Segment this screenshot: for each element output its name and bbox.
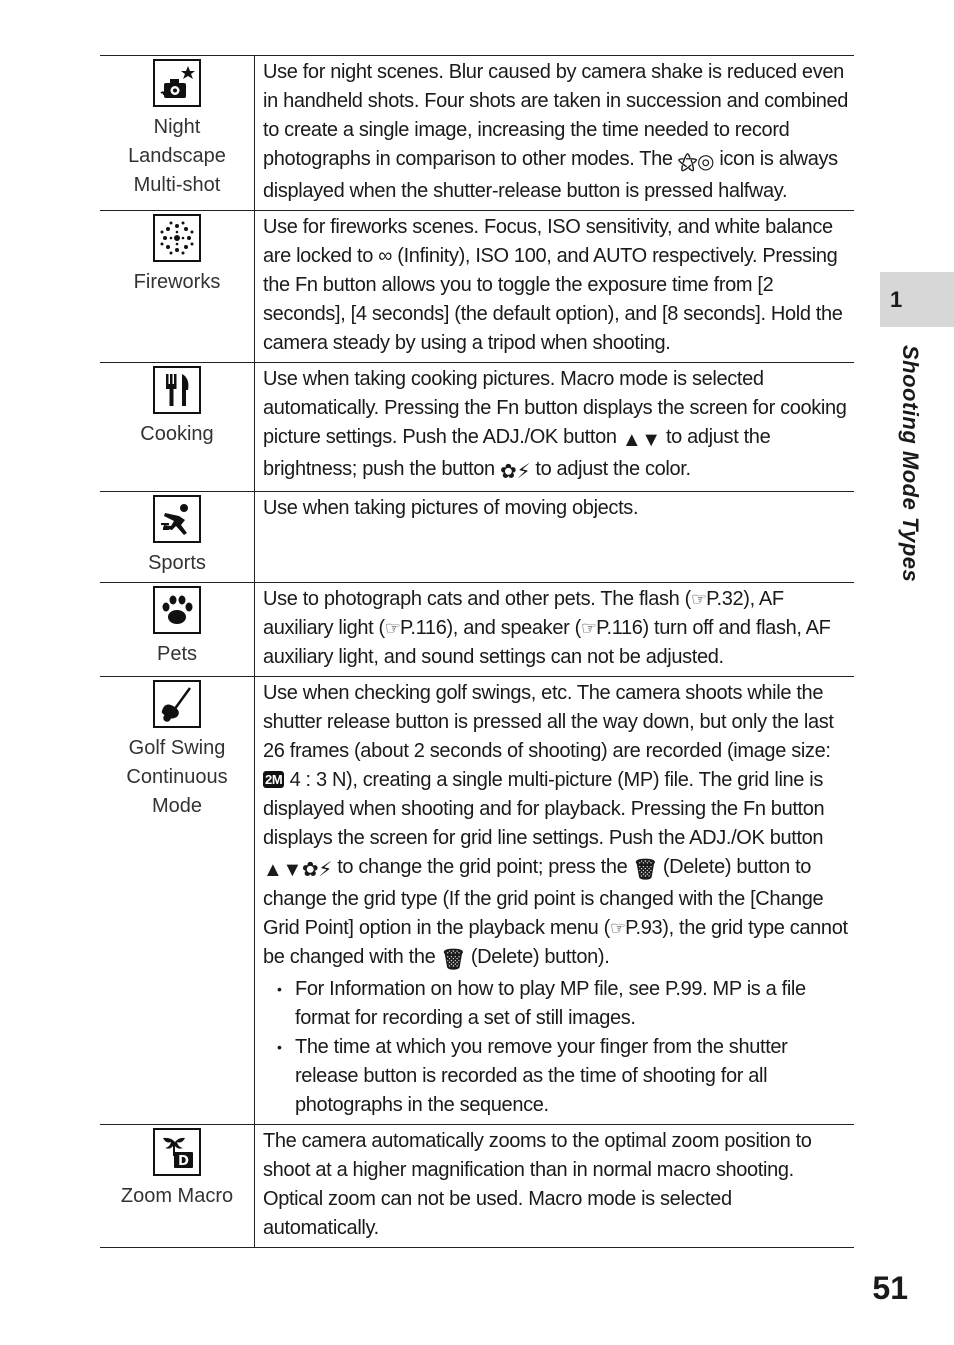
desc-text: Use for night scenes. Blur caused by camera shake is reduced even in handheld shots. Four shots are taken in succession and combined to create a single image, increasing the time needed to record photographs in comparison to other modes. The	[263, 61, 849, 170]
trash-icon: 🗑	[632, 859, 658, 881]
zoom-macro-icon	[153, 1128, 201, 1176]
night-landscape-icon	[153, 59, 201, 107]
mode-description	[255, 211, 855, 363]
reference-icon: ☞	[580, 618, 597, 638]
mode-description	[255, 363, 855, 492]
desc-text: Use when taking cooking pictures. Macro mode is selected automatically. Pressing the Fn button displays the screen for cooking picture settings. Push the ADJ./OK button	[263, 368, 847, 448]
sports-icon	[153, 495, 201, 543]
desc-text: Use to photograph cats and other pets. The flash (	[263, 588, 691, 610]
night-landscape-small-icon: ⚝◎	[677, 151, 715, 173]
desc-text: icon is always displayed when the shutter-release button is pressed halfway.	[263, 148, 838, 202]
note-list	[263, 975, 850, 1120]
four-way-buttons-icon: ▲▼✿⚡	[263, 859, 332, 881]
pets-icon	[153, 586, 201, 634]
desc-text: Use when taking pictures of moving objects.	[263, 497, 639, 519]
mode-cell	[100, 211, 255, 363]
page-number: 51	[872, 1270, 908, 1306]
table-row	[100, 56, 854, 211]
desc-text: 4 : 3 N), creating a single multi-picture (MP) file. The grid line is displayed when shooting and for playback. Pressing the Fn button displays the screen for grid line settings. Push the ADJ./OK button	[263, 769, 825, 849]
desc-text: P.93), the grid type cannot be changed with the	[263, 917, 848, 968]
desc-text: (Delete) button to change the grid type (If the grid point is changed with the [Change Grid Point] option in the playback menu (	[263, 856, 824, 939]
mode-name-line: Multi-shot	[133, 174, 221, 196]
table-row	[100, 1125, 854, 1248]
desc-text: P.32), AF auxiliary light (	[263, 588, 784, 639]
fireworks-icon	[153, 214, 201, 262]
desc-text: to adjust the brightness; push the button	[263, 426, 771, 480]
up-down-arrows-icon: ▲▼	[621, 429, 661, 451]
cooking-icon	[153, 366, 201, 414]
table-row	[100, 677, 854, 1125]
mode-description	[255, 1125, 855, 1248]
shooting-mode-table	[100, 55, 854, 1248]
mode-name-line: Continuous	[126, 766, 228, 788]
mode-cell	[100, 677, 255, 1125]
mode-name-line: Zoom Macro	[120, 1185, 234, 1207]
desc-text: The camera automatically zooms to the optimal zoom position to shoot at a higher magnification than in normal macro shooting. Optical zoom can not be used. Macro mode is selected automatically.	[263, 1130, 812, 1239]
mode-name-line: Fireworks	[133, 271, 221, 293]
svg-text:D: D	[178, 1154, 189, 1169]
mode-name-line: Pets	[156, 643, 198, 665]
mode-cell	[100, 583, 255, 677]
table-row	[100, 492, 854, 583]
desc-text: to change the grid point; press the	[332, 856, 633, 878]
mode-name-line: Golf Swing	[128, 737, 226, 759]
table-row	[100, 211, 854, 363]
list-item: • The time at which you remove your finger from the shutter release button is recorded as the time of shooting for all photographs in the sequence.	[287, 1033, 850, 1120]
mode-cell	[100, 363, 255, 492]
chapter-number: 1	[890, 286, 903, 312]
desc-text: Use when checking golf swings, etc. The camera shoots while the shutter release button is pressed all the way down, but only the last 26 frames (about 2 seconds of shooting) are recorded (image size:	[263, 682, 834, 762]
desc-text: P.116) turn off and flash, AF auxiliary light, and sound settings can not be adjusted.	[263, 617, 831, 668]
golf-swing-icon	[153, 680, 201, 728]
image-size-2m-icon: 2M	[265, 772, 283, 787]
trash-icon: 🗑	[440, 949, 466, 971]
reference-icon: ☞	[384, 618, 401, 638]
mode-description	[255, 677, 855, 1125]
chapter-tab	[880, 272, 954, 327]
mode-cell	[100, 492, 255, 583]
desc-text: Use for fireworks scenes. Focus, ISO sensitivity, and white balance are locked to ∞ (Infinity), ISO 100, and AUTO respectively. Pressing the Fn button allows you to toggle the exposure time from [2 seconds], [4 seconds] (the default option), and [8 seconds]. Hold the camera steady by using a tripod when shooting.	[263, 216, 843, 354]
table-row	[100, 583, 854, 677]
mode-cell	[100, 56, 255, 211]
table-row	[100, 363, 854, 492]
mode-description	[255, 583, 855, 677]
reference-icon: ☞	[690, 589, 707, 609]
reference-icon: ☞	[609, 918, 626, 938]
mode-name-line: Night	[153, 116, 201, 138]
desc-text: to adjust the color.	[530, 458, 691, 480]
mode-description	[255, 492, 855, 583]
chapter-title: Shooting Mode Types	[898, 345, 923, 583]
mode-name-line: Sports	[148, 552, 206, 574]
mode-name-line: Mode	[151, 795, 203, 817]
desc-text: (Delete) button).	[465, 946, 610, 968]
macro-flash-icon: ✿⚡	[500, 461, 531, 483]
mode-cell	[100, 1125, 255, 1248]
mode-name-line: Cooking	[140, 423, 214, 445]
desc-text: P.116), and speaker (	[400, 617, 581, 639]
mode-name-line: Landscape	[128, 145, 226, 167]
list-item: • For Information on how to play MP file, see P.99. MP is a file format for recording a set of still images.	[287, 975, 850, 1033]
mode-description	[255, 56, 855, 211]
